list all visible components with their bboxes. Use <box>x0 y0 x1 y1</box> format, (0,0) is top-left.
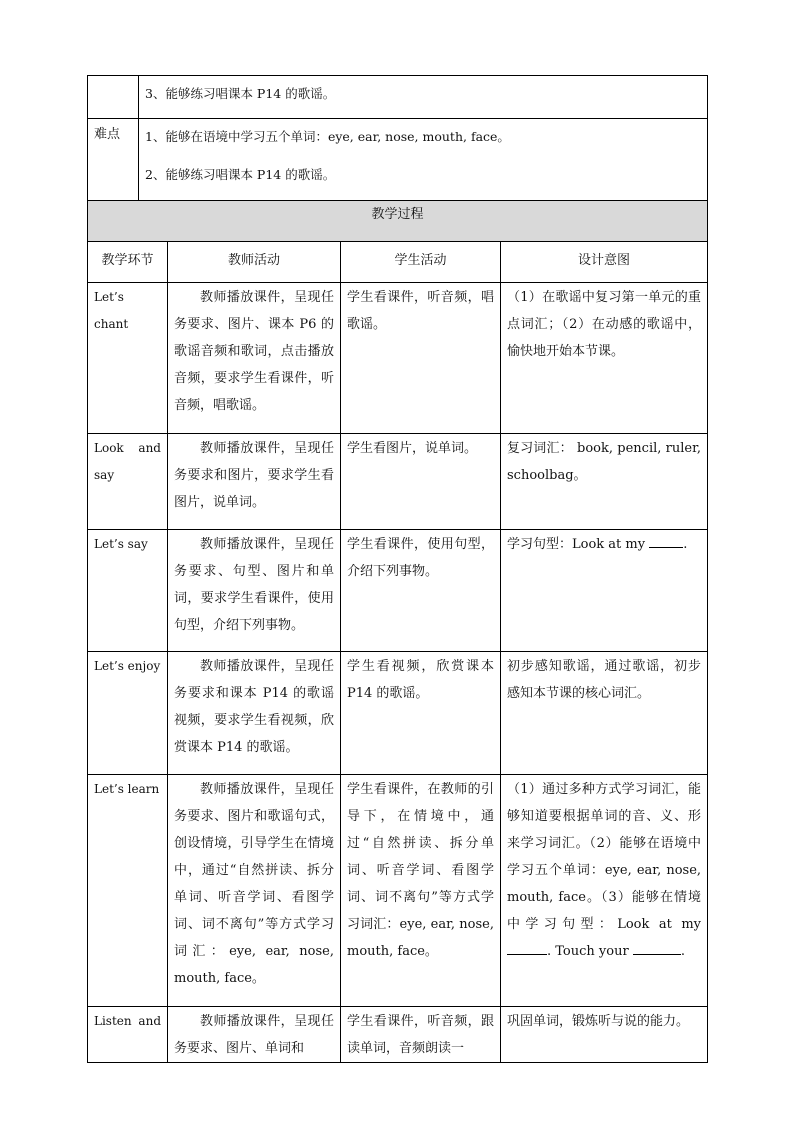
student-activity: 学生看课件，听音频，跟读单词，音频朗读一 <box>341 1007 501 1063</box>
student-activity: 学生看课件，使用句型，介绍下列事物。 <box>341 530 501 652</box>
design-text: 学习句型：Look at my <box>507 537 646 552</box>
objectives-text <box>139 76 708 119</box>
student-activity: 学生看课件，听音频，唱歌谣。 <box>341 283 501 434</box>
stage-cell: Let’s learn <box>88 775 168 1007</box>
design-text: . <box>683 537 688 552</box>
teacher-activity: 教师播放课件，呈现任务要求、句型、图片和单词，要求学生看课件，使用句型，介绍下列事物。 <box>168 530 341 652</box>
table-row <box>88 434 708 530</box>
difficulties-row <box>88 119 708 201</box>
design-intent: 巩固单词，锻炼听与说的能力。 <box>501 1007 708 1063</box>
fill-blank <box>507 940 547 955</box>
design-text: . <box>680 944 685 959</box>
difficulty-item: 2、能够练习唱课本 P14 的歌谣。 <box>145 167 336 182</box>
table-header-row <box>88 242 708 283</box>
header-student: 学生活动 <box>341 242 501 283</box>
stage-cell: Look and say <box>88 434 168 530</box>
lesson-plan-table <box>87 75 708 1063</box>
section-title-row <box>88 201 708 242</box>
teacher-activity: 教师播放课件，呈现任务要求和图片，要求学生看图片，说单词。 <box>168 434 341 530</box>
teacher-activity: 教师播放课件，呈现任务要求和课本 P14 的歌谣视频，要求学生看视频，欣赏课本 P14 的歌谣。 <box>168 652 341 775</box>
table-row <box>88 775 708 1007</box>
design-intent: （1）在歌谣中复习第一单元的重点词汇；（2）在动感的歌谣中，愉快地开始本节课。 <box>501 283 708 434</box>
section-title: 教学过程 <box>88 201 708 242</box>
stage-cell: Listen and <box>88 1007 168 1063</box>
design-intent: 复习词汇： book, pencil, ruler, schoolbag。 <box>501 434 708 530</box>
design-intent: 初步感知歌谣，通过歌谣，初步感知本节课的核心词汇。 <box>501 652 708 775</box>
objective-item: 3、能够练习唱课本 P14 的歌谣。 <box>145 86 336 101</box>
objectives-label <box>88 76 139 119</box>
table-row <box>88 283 708 434</box>
stage-cell: Let’s say <box>88 530 168 652</box>
lesson-plan-page <box>87 75 707 1063</box>
header-teacher: 教师活动 <box>168 242 341 283</box>
difficulties-label: 难点 <box>88 119 139 201</box>
objectives-row <box>88 76 708 119</box>
teacher-activity: 教师播放课件，呈现任务要求、图片和歌谣句式，创设情境，引导学生在情境中，通过“自然拼读、拆分单词、听音学词、看图学词、词不离句”等方式学习词汇：eye, ear, nose, mouth, face。 <box>168 775 341 1007</box>
table-row <box>88 530 708 652</box>
table-row <box>88 652 708 775</box>
student-activity: 学生看课件，在教师的引导下，在情境中，通过“自然拼读、拆分单词、听音学词、看图学词、词不离句”等方式学习词汇：eye, ear, nose, mouth, face。 <box>341 775 501 1007</box>
teacher-activity: 教师播放课件，呈现任务要求、图片、课本 P6 的歌谣音频和歌词，点击播放音频，要求学生看课件，听音频，唱歌谣。 <box>168 283 341 434</box>
table-row <box>88 1007 708 1063</box>
design-text: . Touch your <box>547 944 629 959</box>
design-intent <box>501 775 708 1007</box>
teacher-activity: 教师播放课件，呈现任务要求、图片、单词和 <box>168 1007 341 1063</box>
student-activity: 学生看视频，欣赏课本 P14 的歌谣。 <box>341 652 501 775</box>
stage-cell: Let’s chant <box>88 283 168 434</box>
fill-blank <box>633 940 681 955</box>
design-intent <box>501 530 708 652</box>
student-activity: 学生看图片，说单词。 <box>341 434 501 530</box>
difficulties-text <box>139 119 708 201</box>
stage-cell: Let’s enjoy <box>88 652 168 775</box>
fill-blank <box>649 533 683 548</box>
header-stage: 教学环节 <box>88 242 168 283</box>
difficulty-item: 1、能够在语境中学习五个单词：eye, ear, nose, mouth, face。 <box>145 129 510 144</box>
design-text: （1）通过多种方式学习词汇，能够知道要根据单词的音、义、形来学习词汇。（2）能够在语境中学习五个单词：eye, ear, nose, mouth, face。（3）能够在情境中学习句型：Look at my <box>507 782 702 932</box>
header-design: 设计意图 <box>501 242 708 283</box>
